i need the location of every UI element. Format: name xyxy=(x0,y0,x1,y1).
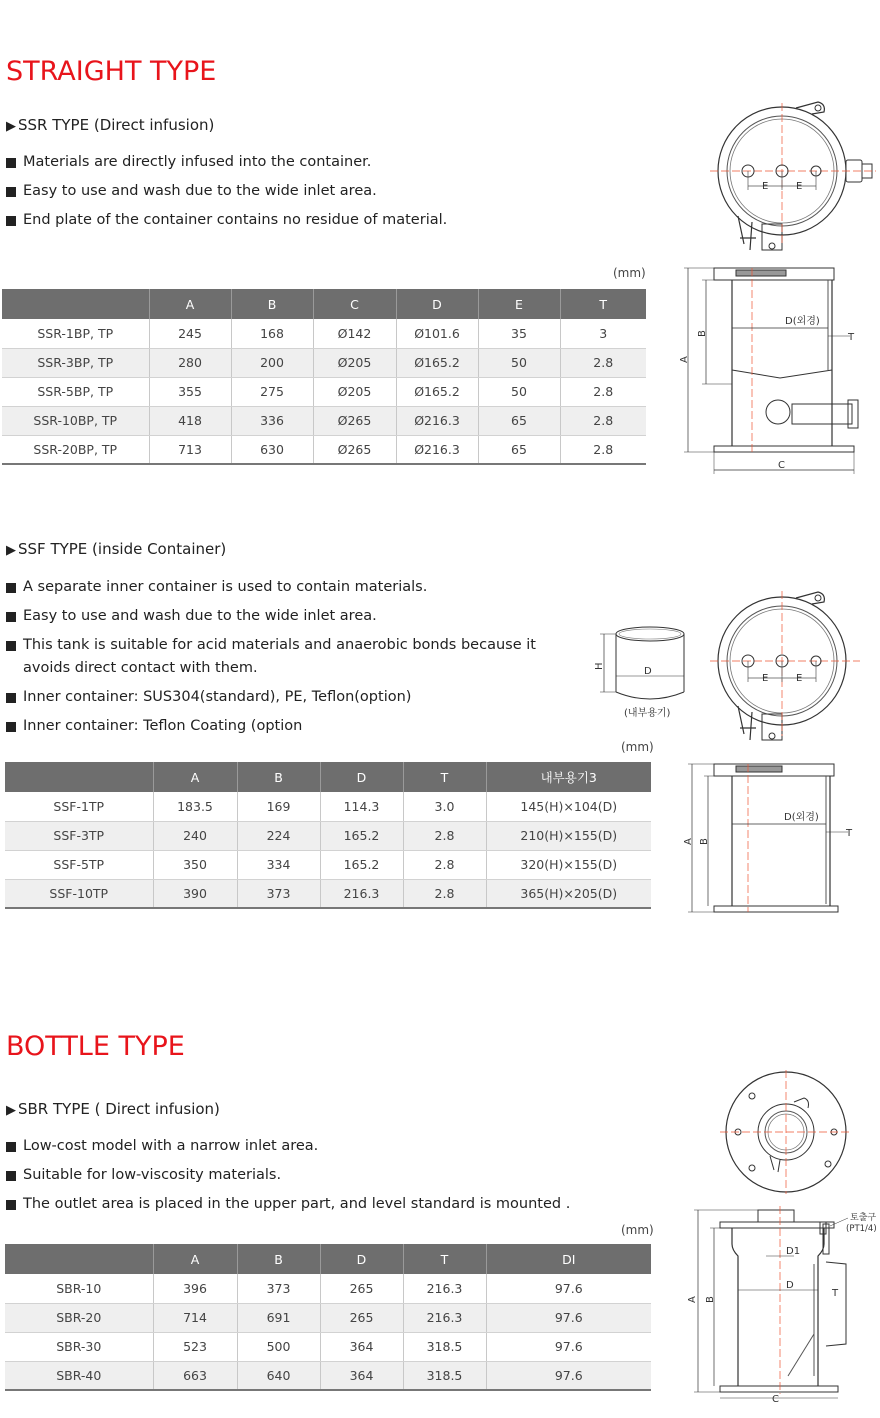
table-cell: 364 xyxy=(320,1332,403,1361)
table-cell: Ø142 xyxy=(313,319,396,348)
sbr-top-view-drawing xyxy=(712,1068,862,1198)
table-cell: 318.5 xyxy=(403,1361,486,1390)
dim-label-d: D xyxy=(786,1280,794,1291)
table-cell: 165.2 xyxy=(320,821,403,850)
list-item: Suitable for low-viscosity materials. xyxy=(6,1161,570,1190)
ssf-top-view-drawing xyxy=(700,586,870,748)
table-cell: SBR-40 xyxy=(5,1361,153,1390)
sbr-heading-text: SBR TYPE ( Direct infusion) xyxy=(18,1100,220,1118)
table-cell: 50 xyxy=(478,348,560,377)
inner-container-caption: (내부용기) xyxy=(624,708,671,719)
table-cell: 216.3 xyxy=(403,1303,486,1332)
square-bullet-icon xyxy=(6,216,16,226)
table-cell: 373 xyxy=(237,1274,320,1303)
list-item: Materials are directly infused into the container. xyxy=(6,148,447,177)
table-cell: 65 xyxy=(478,435,560,464)
table-header-cell: T xyxy=(403,1244,486,1274)
table-header-cell: D xyxy=(320,1244,403,1274)
dim-label-a: A xyxy=(687,1296,698,1303)
table-header-row xyxy=(2,289,646,319)
table-cell: 280 xyxy=(149,348,231,377)
table-header-cell: DI xyxy=(486,1244,651,1274)
table-row xyxy=(2,435,646,464)
sbr-bullets xyxy=(6,1132,570,1219)
list-item: This tank is suitable for acid materials and anaerobic bonds because it avoids direct contact with them. xyxy=(6,631,586,683)
dim-label-e: E xyxy=(762,181,769,192)
table-row xyxy=(5,1332,651,1361)
table-header-cell: B xyxy=(231,289,313,319)
table-cell: 114.3 xyxy=(320,792,403,821)
dim-label-t: T xyxy=(832,1288,839,1299)
table-cell: SSF-5TP xyxy=(5,850,153,879)
sbr-heading xyxy=(6,1100,220,1118)
table-cell: 396 xyxy=(153,1274,237,1303)
table-cell: 336 xyxy=(231,406,313,435)
dim-label-c: C xyxy=(778,460,785,471)
table-header-cell xyxy=(5,1244,153,1274)
table-row xyxy=(5,792,651,821)
table-cell: 640 xyxy=(237,1361,320,1390)
table-cell: 169 xyxy=(237,792,320,821)
ssr-top-view-drawing xyxy=(700,98,880,258)
table-header-cell: B xyxy=(237,762,320,792)
table-row xyxy=(5,821,651,850)
table-cell: 355 xyxy=(149,377,231,406)
list-item: End plate of the container contains no residue of material. xyxy=(6,206,447,235)
table-cell: 240 xyxy=(153,821,237,850)
table-cell: 97.6 xyxy=(486,1332,651,1361)
table-cell: 630 xyxy=(231,435,313,464)
table-cell: 183.5 xyxy=(153,792,237,821)
table-cell: SSR-1BP, TP xyxy=(2,319,149,348)
table-cell: 318.5 xyxy=(403,1332,486,1361)
dim-label-h: H xyxy=(594,662,605,670)
table-cell: 2.8 xyxy=(403,821,486,850)
table-cell: Ø165.2 xyxy=(396,377,478,406)
ssr-side-view-drawing xyxy=(670,260,880,478)
list-item: Easy to use and wash due to the wide inlet area. xyxy=(6,177,447,206)
table-cell: 224 xyxy=(237,821,320,850)
table-cell: 714 xyxy=(153,1303,237,1332)
table-cell: 418 xyxy=(149,406,231,435)
inner-container-drawing xyxy=(586,620,696,724)
table-row xyxy=(5,879,651,908)
square-bullet-icon xyxy=(6,693,16,703)
table-header-cell: 내부용기3 xyxy=(486,762,651,792)
table-cell: SBR-30 xyxy=(5,1332,153,1361)
table-cell: SSF-3TP xyxy=(5,821,153,850)
table-header-row xyxy=(5,762,651,792)
section-title-straight: STRAIGHT TYPE xyxy=(6,56,217,87)
dim-label-a: A xyxy=(683,838,694,845)
table-header-cell xyxy=(2,289,149,319)
ssf-unit-label: (mm) xyxy=(621,740,654,754)
table-cell: SSR-5BP, TP xyxy=(2,377,149,406)
table-cell: 275 xyxy=(231,377,313,406)
table-cell: 97.6 xyxy=(486,1361,651,1390)
list-item: The outlet area is placed in the upper part, and level standard is mounted . xyxy=(6,1190,570,1219)
square-bullet-icon xyxy=(6,1142,16,1152)
table-cell: 2.8 xyxy=(560,435,646,464)
dim-label-e: E xyxy=(796,673,803,684)
table-cell: Ø216.3 xyxy=(396,406,478,435)
table-cell: Ø205 xyxy=(313,348,396,377)
table-cell: 334 xyxy=(237,850,320,879)
table-cell: 245 xyxy=(149,319,231,348)
table-cell: SSR-10BP, TP xyxy=(2,406,149,435)
table-header-cell xyxy=(5,762,153,792)
table-cell: 500 xyxy=(237,1332,320,1361)
table-row xyxy=(5,850,651,879)
ssf-spec-table xyxy=(5,762,651,909)
table-cell: 523 xyxy=(153,1332,237,1361)
ssr-unit-label: (mm) xyxy=(613,266,646,280)
table-cell: 265 xyxy=(320,1274,403,1303)
table-cell: Ø216.3 xyxy=(396,435,478,464)
table-cell: 373 xyxy=(237,879,320,908)
table-cell: 663 xyxy=(153,1361,237,1390)
table-cell: SBR-10 xyxy=(5,1274,153,1303)
table-header-cell: A xyxy=(153,762,237,792)
table-row xyxy=(5,1361,651,1390)
table-cell: 35 xyxy=(478,319,560,348)
outlet-spec-label: (PT1/4) xyxy=(846,1224,877,1234)
dim-label-d1: D1 xyxy=(786,1246,801,1257)
table-cell: 2.8 xyxy=(403,850,486,879)
table-header-cell: T xyxy=(560,289,646,319)
table-row xyxy=(5,1274,651,1303)
table-cell: 691 xyxy=(237,1303,320,1332)
table-header-cell: D xyxy=(320,762,403,792)
table-cell: 365(H)×205(D) xyxy=(486,879,651,908)
table-header-cell: A xyxy=(149,289,231,319)
triangle-icon: ▶ xyxy=(6,119,16,134)
table-header-cell: B xyxy=(237,1244,320,1274)
dim-label-a: A xyxy=(679,356,690,363)
table-cell: SBR-20 xyxy=(5,1303,153,1332)
table-row xyxy=(2,348,646,377)
table-cell: SSF-1TP xyxy=(5,792,153,821)
dim-label-e: E xyxy=(796,181,803,192)
section-title-bottle: BOTTLE TYPE xyxy=(6,1031,185,1062)
table-row xyxy=(2,406,646,435)
dim-label-c: C xyxy=(772,1394,779,1404)
table-cell: 97.6 xyxy=(486,1303,651,1332)
table-cell: 216.3 xyxy=(403,1274,486,1303)
table-cell: Ø265 xyxy=(313,406,396,435)
table-cell: Ø101.6 xyxy=(396,319,478,348)
sbr-side-view-drawing xyxy=(680,1204,880,1404)
dim-label-b: B xyxy=(697,330,708,337)
square-bullet-icon xyxy=(6,641,16,651)
ssf-bullets xyxy=(6,573,586,741)
ssr-heading xyxy=(6,116,214,134)
table-header-cell: A xyxy=(153,1244,237,1274)
triangle-icon: ▶ xyxy=(6,543,16,558)
table-cell: SSR-20BP, TP xyxy=(2,435,149,464)
dim-label-t: T xyxy=(846,828,853,839)
ssf-heading xyxy=(6,540,226,558)
table-cell: 65 xyxy=(478,406,560,435)
table-cell: 168 xyxy=(231,319,313,348)
table-cell: 390 xyxy=(153,879,237,908)
table-cell: 320(H)×155(D) xyxy=(486,850,651,879)
ssf-side-view-drawing xyxy=(676,756,866,916)
table-header-cell: D xyxy=(396,289,478,319)
table-row xyxy=(2,319,646,348)
table-header-cell: C xyxy=(313,289,396,319)
list-item: Inner container: Teflon Coating (option xyxy=(6,712,586,741)
table-row xyxy=(5,1303,651,1332)
table-header-cell: T xyxy=(403,762,486,792)
square-bullet-icon xyxy=(6,1200,16,1210)
table-cell: SSR-3BP, TP xyxy=(2,348,149,377)
table-header-row xyxy=(5,1244,651,1274)
table-cell: SSF-10TP xyxy=(5,879,153,908)
square-bullet-icon xyxy=(6,158,16,168)
square-bullet-icon xyxy=(6,722,16,732)
dim-label-d: D xyxy=(644,666,652,677)
table-cell: Ø165.2 xyxy=(396,348,478,377)
dim-label-t: T xyxy=(848,332,855,343)
ssr-spec-table xyxy=(2,289,646,465)
table-cell: 3.0 xyxy=(403,792,486,821)
ssf-heading-text: SSF TYPE (inside Container) xyxy=(18,540,227,558)
square-bullet-icon xyxy=(6,1171,16,1181)
table-cell: 210(H)×155(D) xyxy=(486,821,651,850)
table-cell: 2.8 xyxy=(403,879,486,908)
sbr-unit-label: (mm) xyxy=(621,1223,654,1237)
outlet-label: 토출구 xyxy=(850,1213,877,1223)
list-item: Low-cost model with a narrow inlet area. xyxy=(6,1132,570,1161)
table-cell: 2.8 xyxy=(560,348,646,377)
square-bullet-icon xyxy=(6,583,16,593)
ssr-heading-text: SSR TYPE (Direct infusion) xyxy=(18,116,215,134)
table-cell: 265 xyxy=(320,1303,403,1332)
table-cell: 200 xyxy=(231,348,313,377)
list-item: Inner container: SUS304(standard), PE, Teflon(option) xyxy=(6,683,586,712)
table-row xyxy=(2,377,646,406)
table-cell: 350 xyxy=(153,850,237,879)
dim-label-e: E xyxy=(762,673,769,684)
table-cell: 97.6 xyxy=(486,1274,651,1303)
list-item: A separate inner container is used to contain materials. xyxy=(6,573,586,602)
dim-label-b: B xyxy=(699,838,710,845)
table-cell: 216.3 xyxy=(320,879,403,908)
table-cell: 50 xyxy=(478,377,560,406)
table-cell: 3 xyxy=(560,319,646,348)
triangle-icon: ▶ xyxy=(6,1103,16,1118)
dim-label-b: B xyxy=(705,1296,716,1303)
dim-label-d: D(외경) xyxy=(785,316,820,327)
table-cell: Ø265 xyxy=(313,435,396,464)
table-cell: 165.2 xyxy=(320,850,403,879)
square-bullet-icon xyxy=(6,612,16,622)
dim-label-d: D(외경) xyxy=(784,812,819,823)
table-cell: 364 xyxy=(320,1361,403,1390)
table-cell: 2.8 xyxy=(560,406,646,435)
table-header-cell: E xyxy=(478,289,560,319)
list-item: Easy to use and wash due to the wide inlet area. xyxy=(6,602,586,631)
table-cell: 145(H)×104(D) xyxy=(486,792,651,821)
sbr-spec-table xyxy=(5,1244,651,1391)
table-cell: Ø205 xyxy=(313,377,396,406)
table-cell: 713 xyxy=(149,435,231,464)
ssr-bullets xyxy=(6,148,447,235)
table-cell: 2.8 xyxy=(560,377,646,406)
square-bullet-icon xyxy=(6,187,16,197)
